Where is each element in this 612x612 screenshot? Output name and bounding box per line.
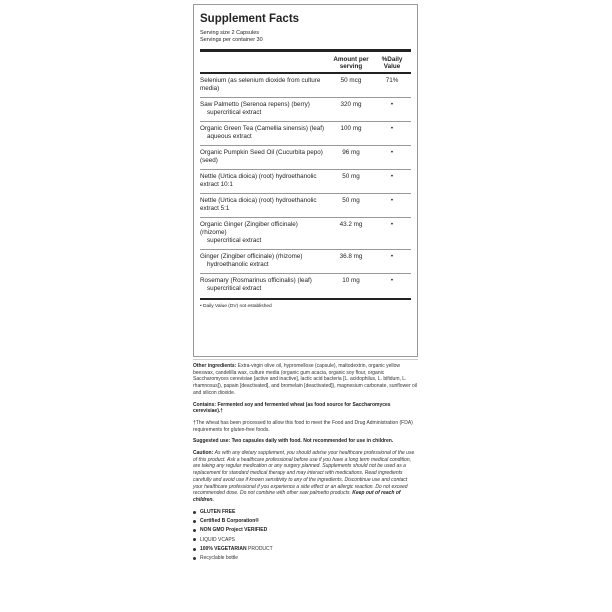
ingredient-name	[200, 253, 329, 269]
serving-size: Serving size 2 Capsules	[200, 30, 260, 36]
ingredient-name-text: Organic Green Tea (Camellia sinensis) (leaf)	[200, 125, 325, 132]
bullet-icon	[193, 529, 196, 532]
ingredient-amount: 10 mg	[342, 277, 360, 284]
ingredient-name-text: Nettle (Urtica dioica) (root) hydroethanolic extract 10:1	[200, 173, 317, 188]
ingredient-name	[200, 197, 329, 213]
certification-text	[200, 546, 273, 553]
ingredient-dv: •	[390, 101, 394, 108]
dv-footnote: • Daily Value (DV) not established	[200, 298, 411, 309]
ingredient-name-text: Organic Ginger (Zingiber officinale) (rhizome)	[200, 221, 298, 236]
contains-label: Contains:	[193, 401, 217, 408]
ingredient-name	[200, 277, 329, 293]
facts-column-header	[200, 52, 411, 72]
ingredient-dv: •	[390, 221, 394, 228]
bullet-icon	[193, 538, 196, 541]
certification-text	[200, 518, 259, 525]
dv-header: %Daily Value	[381, 56, 403, 70]
other-ingredients-text: Extra-virgin olive oil, hypromellose (capsule), maltodextrin, organic yellow beeswax, candelilla wax, culture media (organic gum acacia, organic soy flour, organic Saccharomyces cerevisiae [active and inactive], lactic acid bacteria [L. acidophilus, L. bifidum, L. rhamnosus]), papain [deactivated], and bromelain [deactivated]), magnesium carbonate, sunflower oil and silicon dioxide.	[193, 363, 418, 396]
certification-text	[200, 537, 235, 544]
suggested-use	[193, 438, 418, 445]
caution	[193, 450, 418, 504]
ingredient-extract: supercritical extract	[207, 109, 262, 116]
ingredient-amount: 96 mg	[342, 149, 360, 156]
ingredient-amount: 43.2 mg	[339, 221, 363, 228]
certification-item	[193, 527, 418, 534]
facts-row	[200, 145, 411, 169]
certification-bold: Certified B Corporation®	[200, 517, 259, 524]
contains-statement	[193, 402, 418, 415]
ingredient-amount: 100 mg	[340, 125, 362, 132]
certification-text	[200, 555, 238, 562]
suggested-use-label: Suggested use:	[193, 438, 231, 445]
facts-rows	[200, 72, 411, 297]
ingredient-name	[200, 77, 329, 93]
ingredient-name	[200, 125, 329, 141]
ingredient-dv: •	[390, 149, 394, 156]
bullet-icon	[193, 548, 196, 551]
certification-rest: PRODUCT	[246, 545, 273, 552]
bullet-icon	[193, 520, 196, 523]
gluten-note: †The wheat has been processed to allow this food to meet the Food and Drug Administration (FDA) requirements for gluten-free foods.	[193, 419, 413, 433]
certification-list	[193, 509, 418, 562]
label-information	[193, 363, 418, 564]
bullet-icon	[193, 557, 196, 560]
certification-item	[193, 546, 418, 553]
facts-row	[200, 249, 411, 273]
caution-emphasis: Keep out of reach of children.	[193, 490, 401, 503]
bullet-icon	[193, 511, 196, 514]
ingredient-name-text: Nettle (Urtica dioica) (root) hydroethanolic extract 5:1	[200, 197, 317, 212]
supplement-facts-panel	[193, 4, 418, 357]
ingredient-dv: 71%	[385, 77, 399, 84]
ingredient-dv: •	[390, 125, 394, 132]
certification-item	[193, 555, 418, 562]
certification-bold: GLUTEN FREE	[200, 508, 236, 515]
servings-per-container: Servings per container 30	[200, 37, 263, 43]
ingredient-name	[200, 101, 329, 117]
ingredient-dv: •	[390, 197, 394, 204]
ingredient-name-text: Organic Pumpkin Seed Oil (Cucurbita pepo) (seed)	[200, 149, 323, 164]
facts-row	[200, 169, 411, 193]
certification-bold: NON GMO Project VERIFIED	[200, 527, 268, 534]
suggested-use-text: Two capsules daily with food. Not recommended for use in children.	[231, 438, 394, 445]
ingredient-extract: aqueous extract	[207, 133, 252, 140]
certification-rest: Recyclable bottle	[200, 555, 239, 562]
ingredient-extract: supercritical extract	[207, 285, 262, 292]
facts-row	[200, 121, 411, 145]
ingredient-amount: 36.8 mg	[339, 253, 363, 260]
ingredient-name-text: Saw Palmetto (Serenoa repens) (berry)	[200, 101, 310, 108]
certification-bold: 100% VEGETARIAN	[200, 545, 247, 552]
caution-text: As with any dietary supplement, you should advise your healthcare professional of the use of this product. Ask a healthcare professional before use if you have a long term medical condition, are taking any regular medication or any surgery planned. Supplements should not be used as a replacement for standard medical therapy and may interact with medications. Read ingredients carefully and avoid use if known sensitivity to any of the ingredients. Discontinue use and contact your healthcare professional if you experience a side effect or an allergic reaction. Do not exceed recommended dose. Do not combine with other saw palmetto products.	[193, 450, 415, 497]
facts-row	[200, 217, 411, 249]
facts-row	[200, 72, 411, 97]
ingredient-name-text: Rosemary (Rosmarinus officinalis) (leaf)	[200, 277, 312, 284]
ingredient-amount: 50 mcg	[340, 77, 362, 84]
facts-row	[200, 273, 411, 297]
amount-header: Amount per serving	[333, 56, 369, 70]
ingredient-extract: supercritical extract	[207, 237, 262, 244]
ingredient-amount: 320 mg	[340, 101, 362, 108]
ingredient-amount: 50 mg	[342, 197, 360, 204]
other-ingredients-label: Other ingredients:	[193, 363, 237, 369]
facts-title: Supplement Facts	[200, 13, 300, 25]
certification-item	[193, 518, 418, 525]
facts-row	[200, 97, 411, 121]
ingredient-name	[200, 149, 329, 165]
certification-text	[200, 527, 267, 534]
ingredient-name-text: Ginger (Zingiber officinale) (rhizome)	[200, 253, 303, 260]
certification-text	[200, 509, 235, 516]
ingredient-dv: •	[390, 253, 394, 260]
certification-item	[193, 509, 418, 516]
divider	[193, 359, 418, 360]
ingredient-name-text: Selenium (as selenium dioxide from culture media)	[200, 77, 321, 92]
other-ingredients	[193, 363, 418, 397]
ingredient-amount: 50 mg	[342, 173, 360, 180]
ingredient-dv: •	[390, 277, 394, 284]
certification-rest: LIQUID VCAPS	[200, 536, 236, 543]
ingredient-extract: hydroethanolic extract	[207, 261, 269, 268]
caution-label: Caution:	[193, 450, 214, 457]
contains-text: Fermented soy and fermented wheat (as food source for Saccharomyces cerevisiae).†	[193, 401, 391, 415]
certification-item	[193, 537, 418, 544]
facts-row	[200, 193, 411, 217]
ingredient-dv: •	[390, 173, 394, 180]
ingredient-name	[200, 221, 329, 245]
ingredient-name	[200, 173, 329, 189]
